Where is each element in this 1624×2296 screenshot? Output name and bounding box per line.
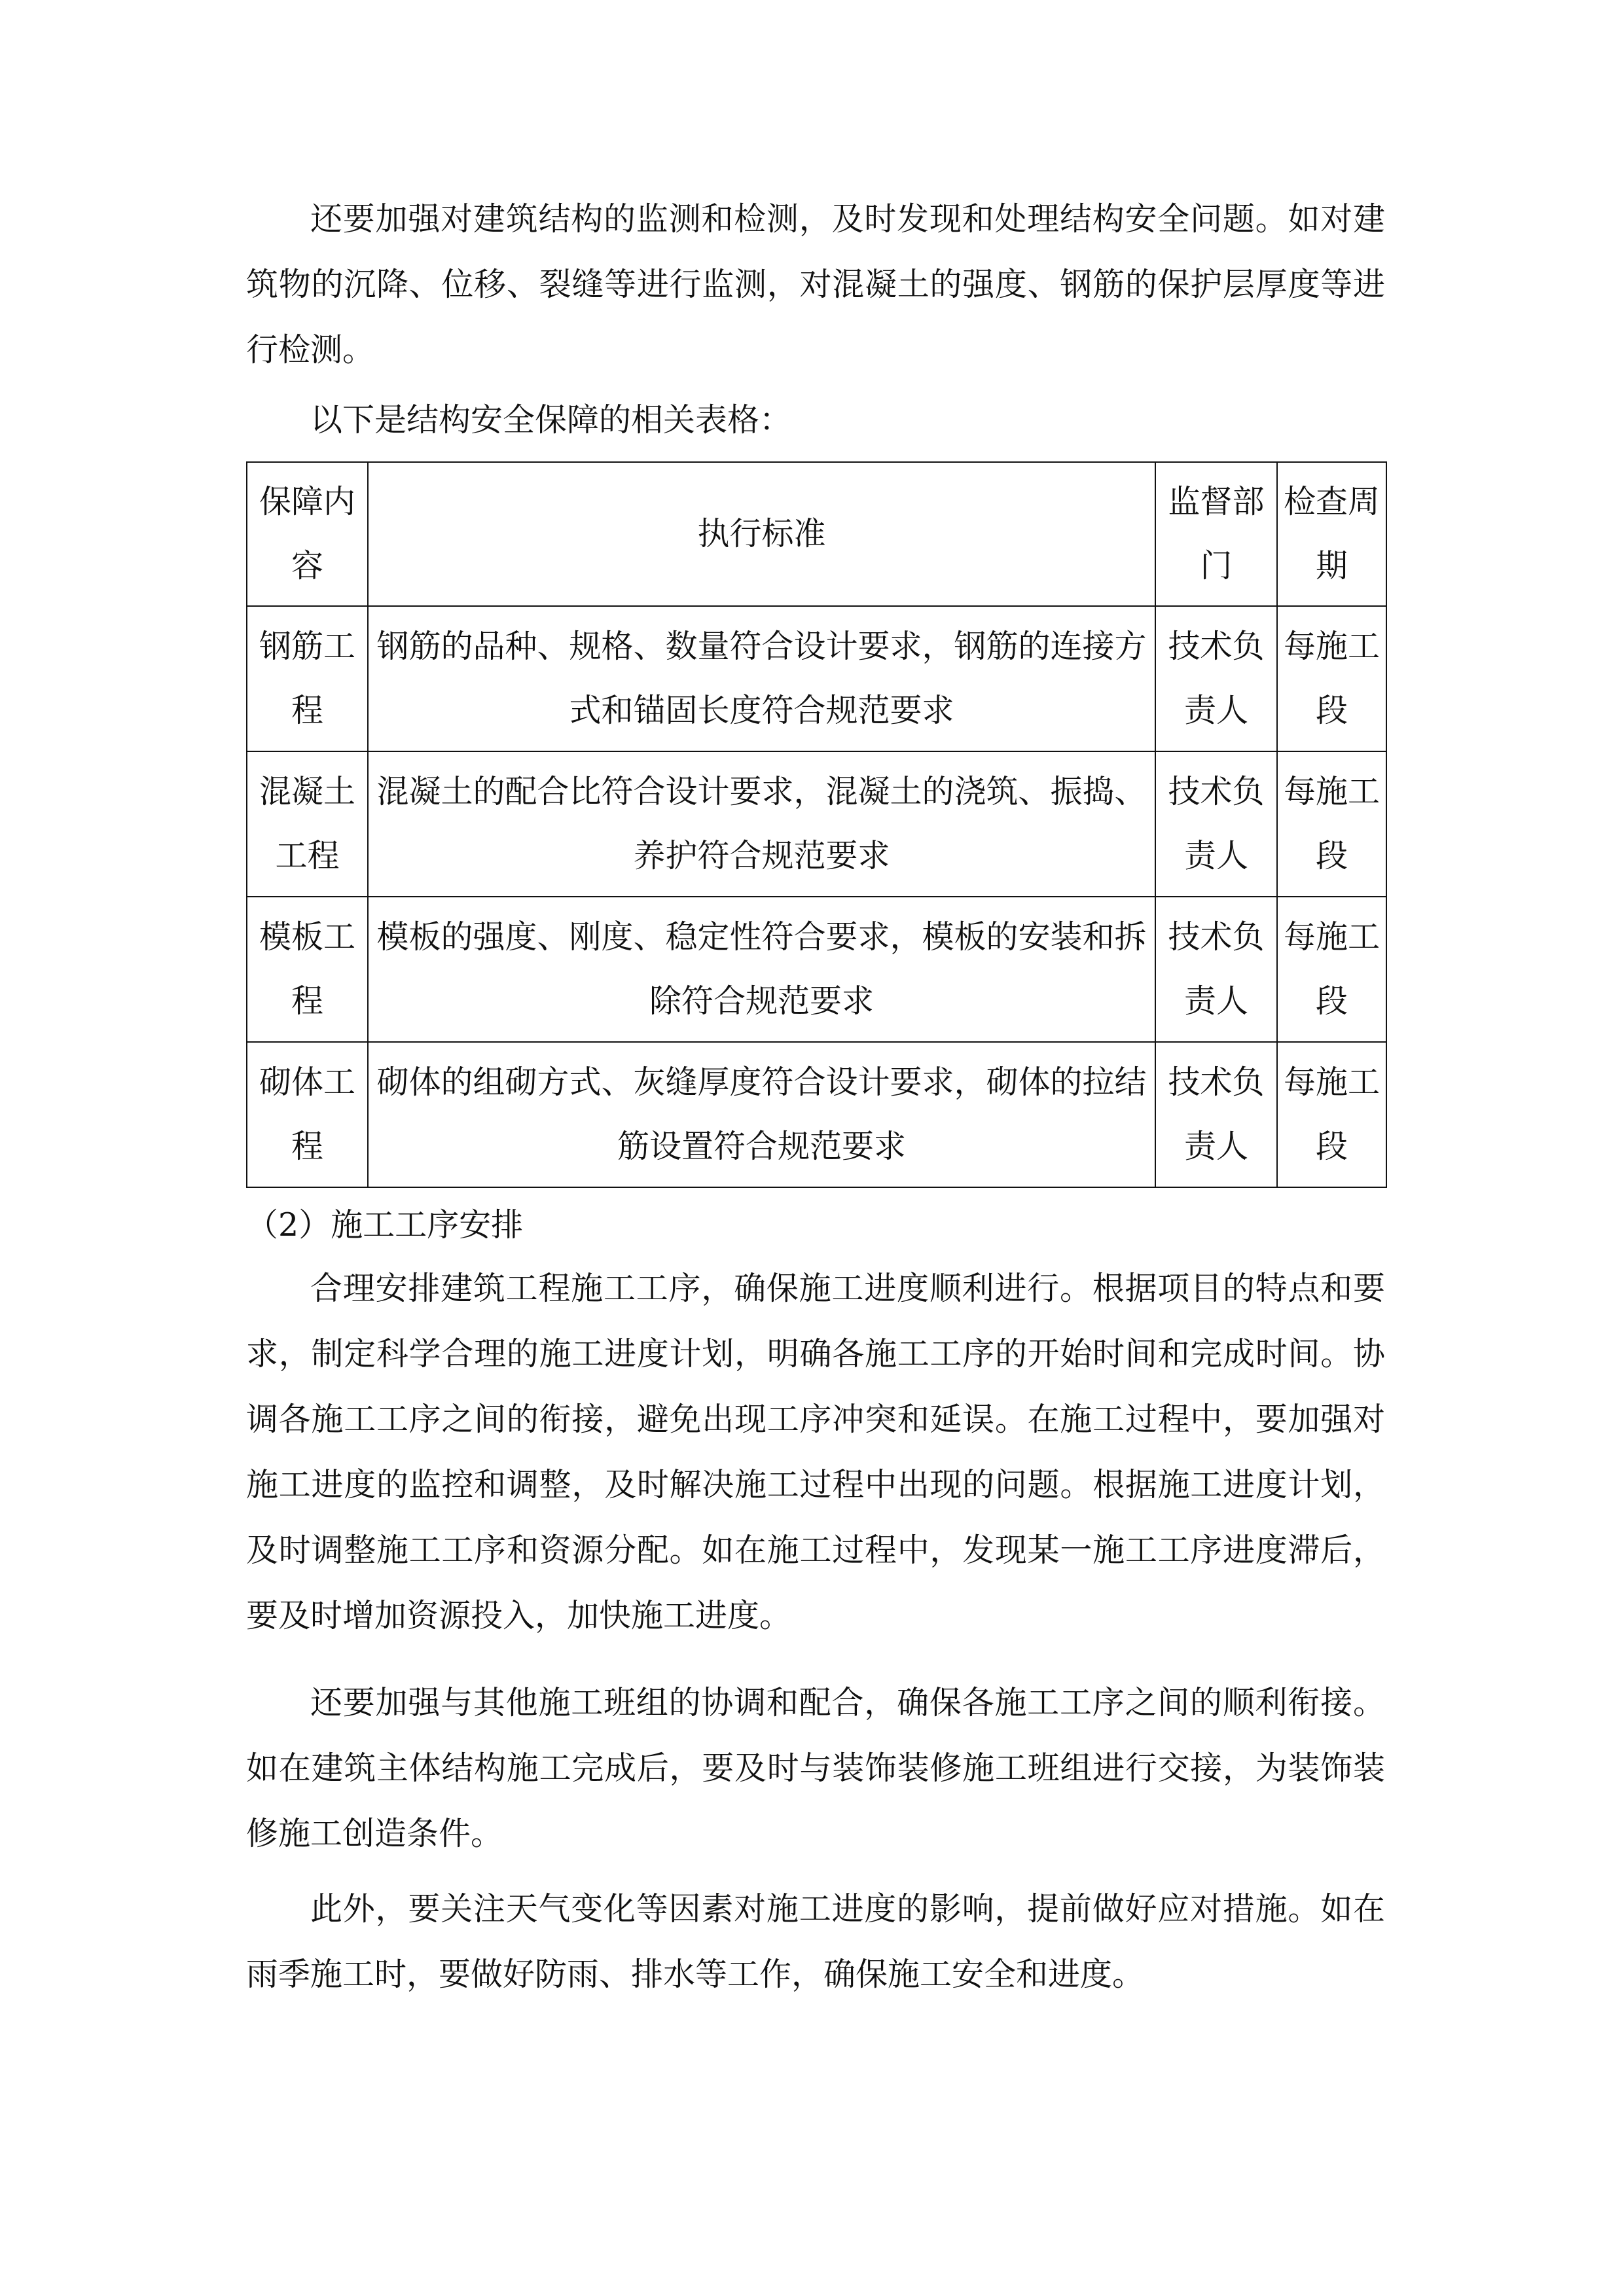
cell-content: 混凝土工程 — [247, 751, 368, 897]
table-row — [247, 1042, 1386, 1187]
cell-standard: 混凝土的配合比符合设计要求，混凝土的浇筑、振捣、养护符合规范要求 — [368, 751, 1155, 897]
cell-dept: 技术负责人 — [1155, 751, 1277, 897]
paragraph-coordination: 还要加强与其他施工班组的协调和配合，确保各施工工序之间的顺利衔接。如在建筑主体结构施工完成后，要及时与装饰装修施工班组进行交接，为装饰装修施工创造条件。 — [246, 1684, 1385, 1852]
cell-cycle: 每施工段 — [1277, 606, 1386, 751]
cell-content: 模板工程 — [247, 897, 368, 1042]
cell-dept: 技术负责人 — [1155, 606, 1277, 751]
paragraph-weather: 此外，要关注天气变化等因素对施工进度的影响，提前做好应对措施。如在雨季施工时，要做好防雨、排水等工作，确保施工安全和进度。 — [246, 1890, 1385, 1993]
header-dept: 监督部门 — [1155, 462, 1277, 606]
cell-content: 砌体工程 — [247, 1042, 368, 1187]
cell-dept: 技术负责人 — [1155, 1042, 1277, 1187]
table-row — [247, 897, 1386, 1042]
cell-cycle: 每施工段 — [1277, 1042, 1386, 1187]
header-standard: 执行标准 — [368, 462, 1155, 606]
header-cycle: 检查周期 — [1277, 462, 1386, 606]
cell-content: 钢筋工程 — [247, 606, 368, 751]
header-content: 保障内容 — [247, 462, 368, 606]
cell-cycle: 每施工段 — [1277, 897, 1386, 1042]
table-header-row — [247, 462, 1386, 606]
structural-safety-table — [246, 461, 1387, 1188]
cell-standard: 模板的强度、刚度、稳定性符合要求，模板的安装和拆除符合规范要求 — [368, 897, 1155, 1042]
paragraph-table-intro: 以下是结构安全保障的相关表格： — [310, 401, 792, 439]
cell-cycle: 每施工段 — [1277, 751, 1386, 897]
cell-standard: 砌体的组砌方式、灰缝厚度符合设计要求，砌体的拉结筋设置符合规范要求 — [368, 1042, 1155, 1187]
table-row — [247, 606, 1386, 751]
cell-dept: 技术负责人 — [1155, 897, 1277, 1042]
paragraph-monitoring: 还要加强对建筑结构的监测和检测，及时发现和处理结构安全问题。如对建筑物的沉降、位移、裂缝等进行监测，对混凝土的强度、钢筋的保护层厚度等进行检测。 — [246, 200, 1385, 368]
cell-standard: 钢筋的品种、规格、数量符合设计要求，钢筋的连接方式和锚固长度符合规范要求 — [368, 606, 1155, 751]
paragraph-schedule: 合理安排建筑工程施工工序，确保施工进度顺利进行。根据项目的特点和要求，制定科学合理的施工进度计划，明确各施工工序的开始时间和完成时间。协调各施工工序之间的衔接，避免出现工序冲突和延误。在施工过程中，要加强对施工进度的监控和调整，及时解决施工过程中出现的问题。根据施工进度计划，及时调整施工工序和资源分配。如在施工过程中，发现某一施工工序进度滞后，要及时增加资源投入，加快施工进度。 — [246, 1270, 1385, 1634]
table-row — [247, 751, 1386, 897]
section-heading: （2）施工工序安排 — [246, 1206, 524, 1244]
